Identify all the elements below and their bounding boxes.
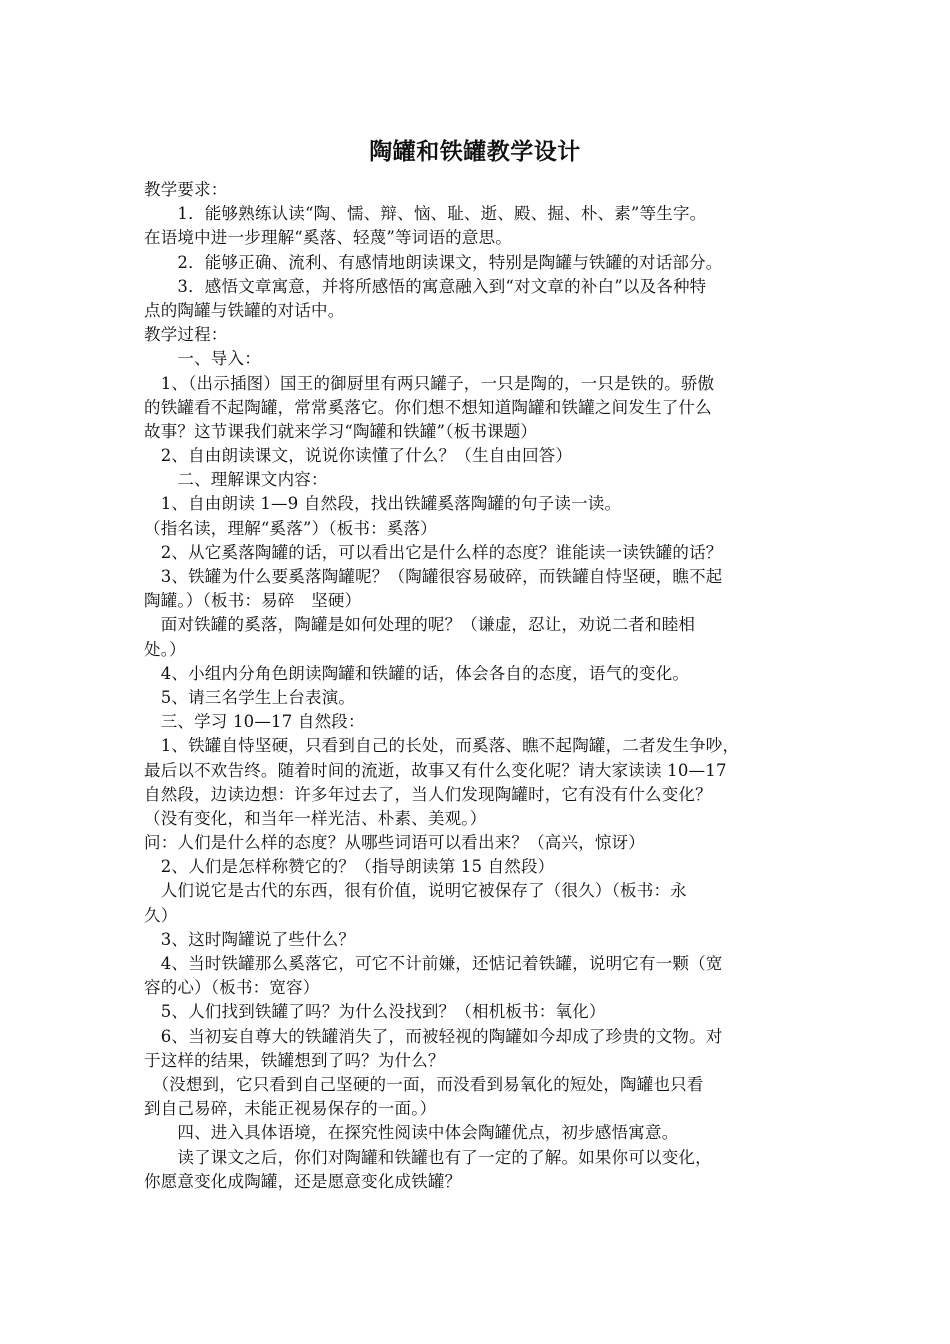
text-line: （指名读，理解“奚落”）（板书：奚落） [144,518,437,538]
text-line: 2．能够正确、流利、有感情地朗读课文，特别是陶罐与铁罐的对话部分。 [144,252,723,272]
text-line: 最后以不欢告终。随着时间的流逝，故事又有什么变化呢？请大家读读 10—17 [144,760,727,780]
text-line: 于这样的结果，铁罐想到了吗？为什么？ [144,1050,445,1070]
text-line: 面对铁罐的奚落，陶罐是如何处理的呢？（谦虚，忍让，劝说二者和睦相 [144,615,696,635]
text-line: （没想到，它只看到自己坚硬的一面，而没看到易氧化的短处，陶罐也只看 [144,1074,704,1094]
text-line: 教学要求： [144,180,228,199]
text-line: 4、当时铁罐那么奚落它，可它不计前嫌，还惦记着铁罐，说明它有一颗（宽 [144,954,723,973]
text-line: 教学过程： [144,325,228,345]
text-line: 你愿意变化成陶罐，还是愿意变化成铁罐？ [144,1171,462,1191]
text-line: 1、铁罐自恃坚硬，只看到自己的长处，而奚落、瞧不起陶罐，二者发生争吵， [144,736,740,756]
text-line: 一、导入： [144,349,261,369]
text-line: 问：人们是什么样的态度？从哪些词语可以看出来？（高兴，惊讶） [144,833,645,853]
text-line: 5、人们找到铁罐了吗？为什么没找到？（相机板书：氧化） [144,1002,606,1022]
document-title: 陶罐和铁罐教学设计 [369,139,581,165]
text-line: （没有变化，和当年一样光洁、朴素、美观。） [144,808,487,828]
text-line: 4、小组内分角色朗读陶罐和铁罐的话，体会各自的态度，语气的变化。 [144,663,690,683]
text-line: 三、学习 10—17 自然段： [144,712,365,732]
document-body [144,178,808,1194]
text-line: 的铁罐看不起陶罐，常常奚落它。你们想不想知道陶罐和铁罐之间发生了什么 [144,397,712,417]
text-line: 读了课文之后，你们对陶罐和铁罐也有了一定的了解。如果你可以变化， [144,1147,712,1167]
text-line: 到自己易碎，未能正视易保存的一面。） [144,1099,437,1119]
text-line: 1、自由朗读 1—9 自然段，找出铁罐奚落陶罐的句子读一读。 [144,494,622,514]
text-line: 人们说它是古代的东西，很有价值，说明它被保存了（很久）（板书：永 [144,881,687,901]
text-line: 2、人们是怎样称赞它的？（指导朗读第 15 自然段） [144,857,555,877]
text-line: 1、（出示插图）国王的御厨里有两只罐子，一只是陶的，一只是铁的。骄傲 [144,373,715,393]
text-line: 5、请三名学生上台表演。 [144,687,356,707]
text-line: 3、铁罐为什么要奚落陶罐呢？（陶罐很容易破碎，而铁罐自恃坚硬，瞧不起 [144,567,723,586]
text-line: 陶罐。）（板书：易碎 坚硬） [144,591,362,611]
text-line: 3、这时陶罐说了些什么？ [144,929,356,949]
text-line: 2、自由朗读课文，说说你读懂了什么？（生自由回答） [144,446,573,466]
text-line: 容的心）（板书：宽容） [144,978,320,998]
text-line: 自然段，边读边想：许多年过去了，当人们发现陶罐时，它有没有什么变化？ [144,784,712,804]
text-line: 1．能够熟练认读“陶、懦、辩、恼、耻、逝、殿、掘、朴、素”等生字。 [144,204,707,224]
text-line: 久） [144,905,178,925]
text-line: 在语境中进一步理解“奚落、轻蔑”等词语的意思。 [144,228,512,248]
text-line: 点的陶罐与铁罐的对话中。 [144,300,345,320]
text-line: 二、理解课文内容： [144,470,328,490]
text-line: 2、从它奚落陶罐的话，可以看出它是什么样的态度？谁能读一读铁罐的话？ [144,542,723,562]
text-line: 故事？这节课我们就来学习“陶罐和铁罐”（板书课题） [144,421,538,441]
text-line: 6、当初妄自尊大的铁罐消失了，而被轻视的陶罐如今却成了珍贵的文物。对 [144,1026,723,1046]
text-line: 四、进入具体语境，在探究性阅读中体会陶罐优点，初步感悟寓意。 [144,1123,679,1143]
text-line: 处。） [144,639,186,659]
text-line: 3．感悟文章寓意，并将所感悟的寓意融入到“对文章的补白”以及各种特 [144,276,707,296]
